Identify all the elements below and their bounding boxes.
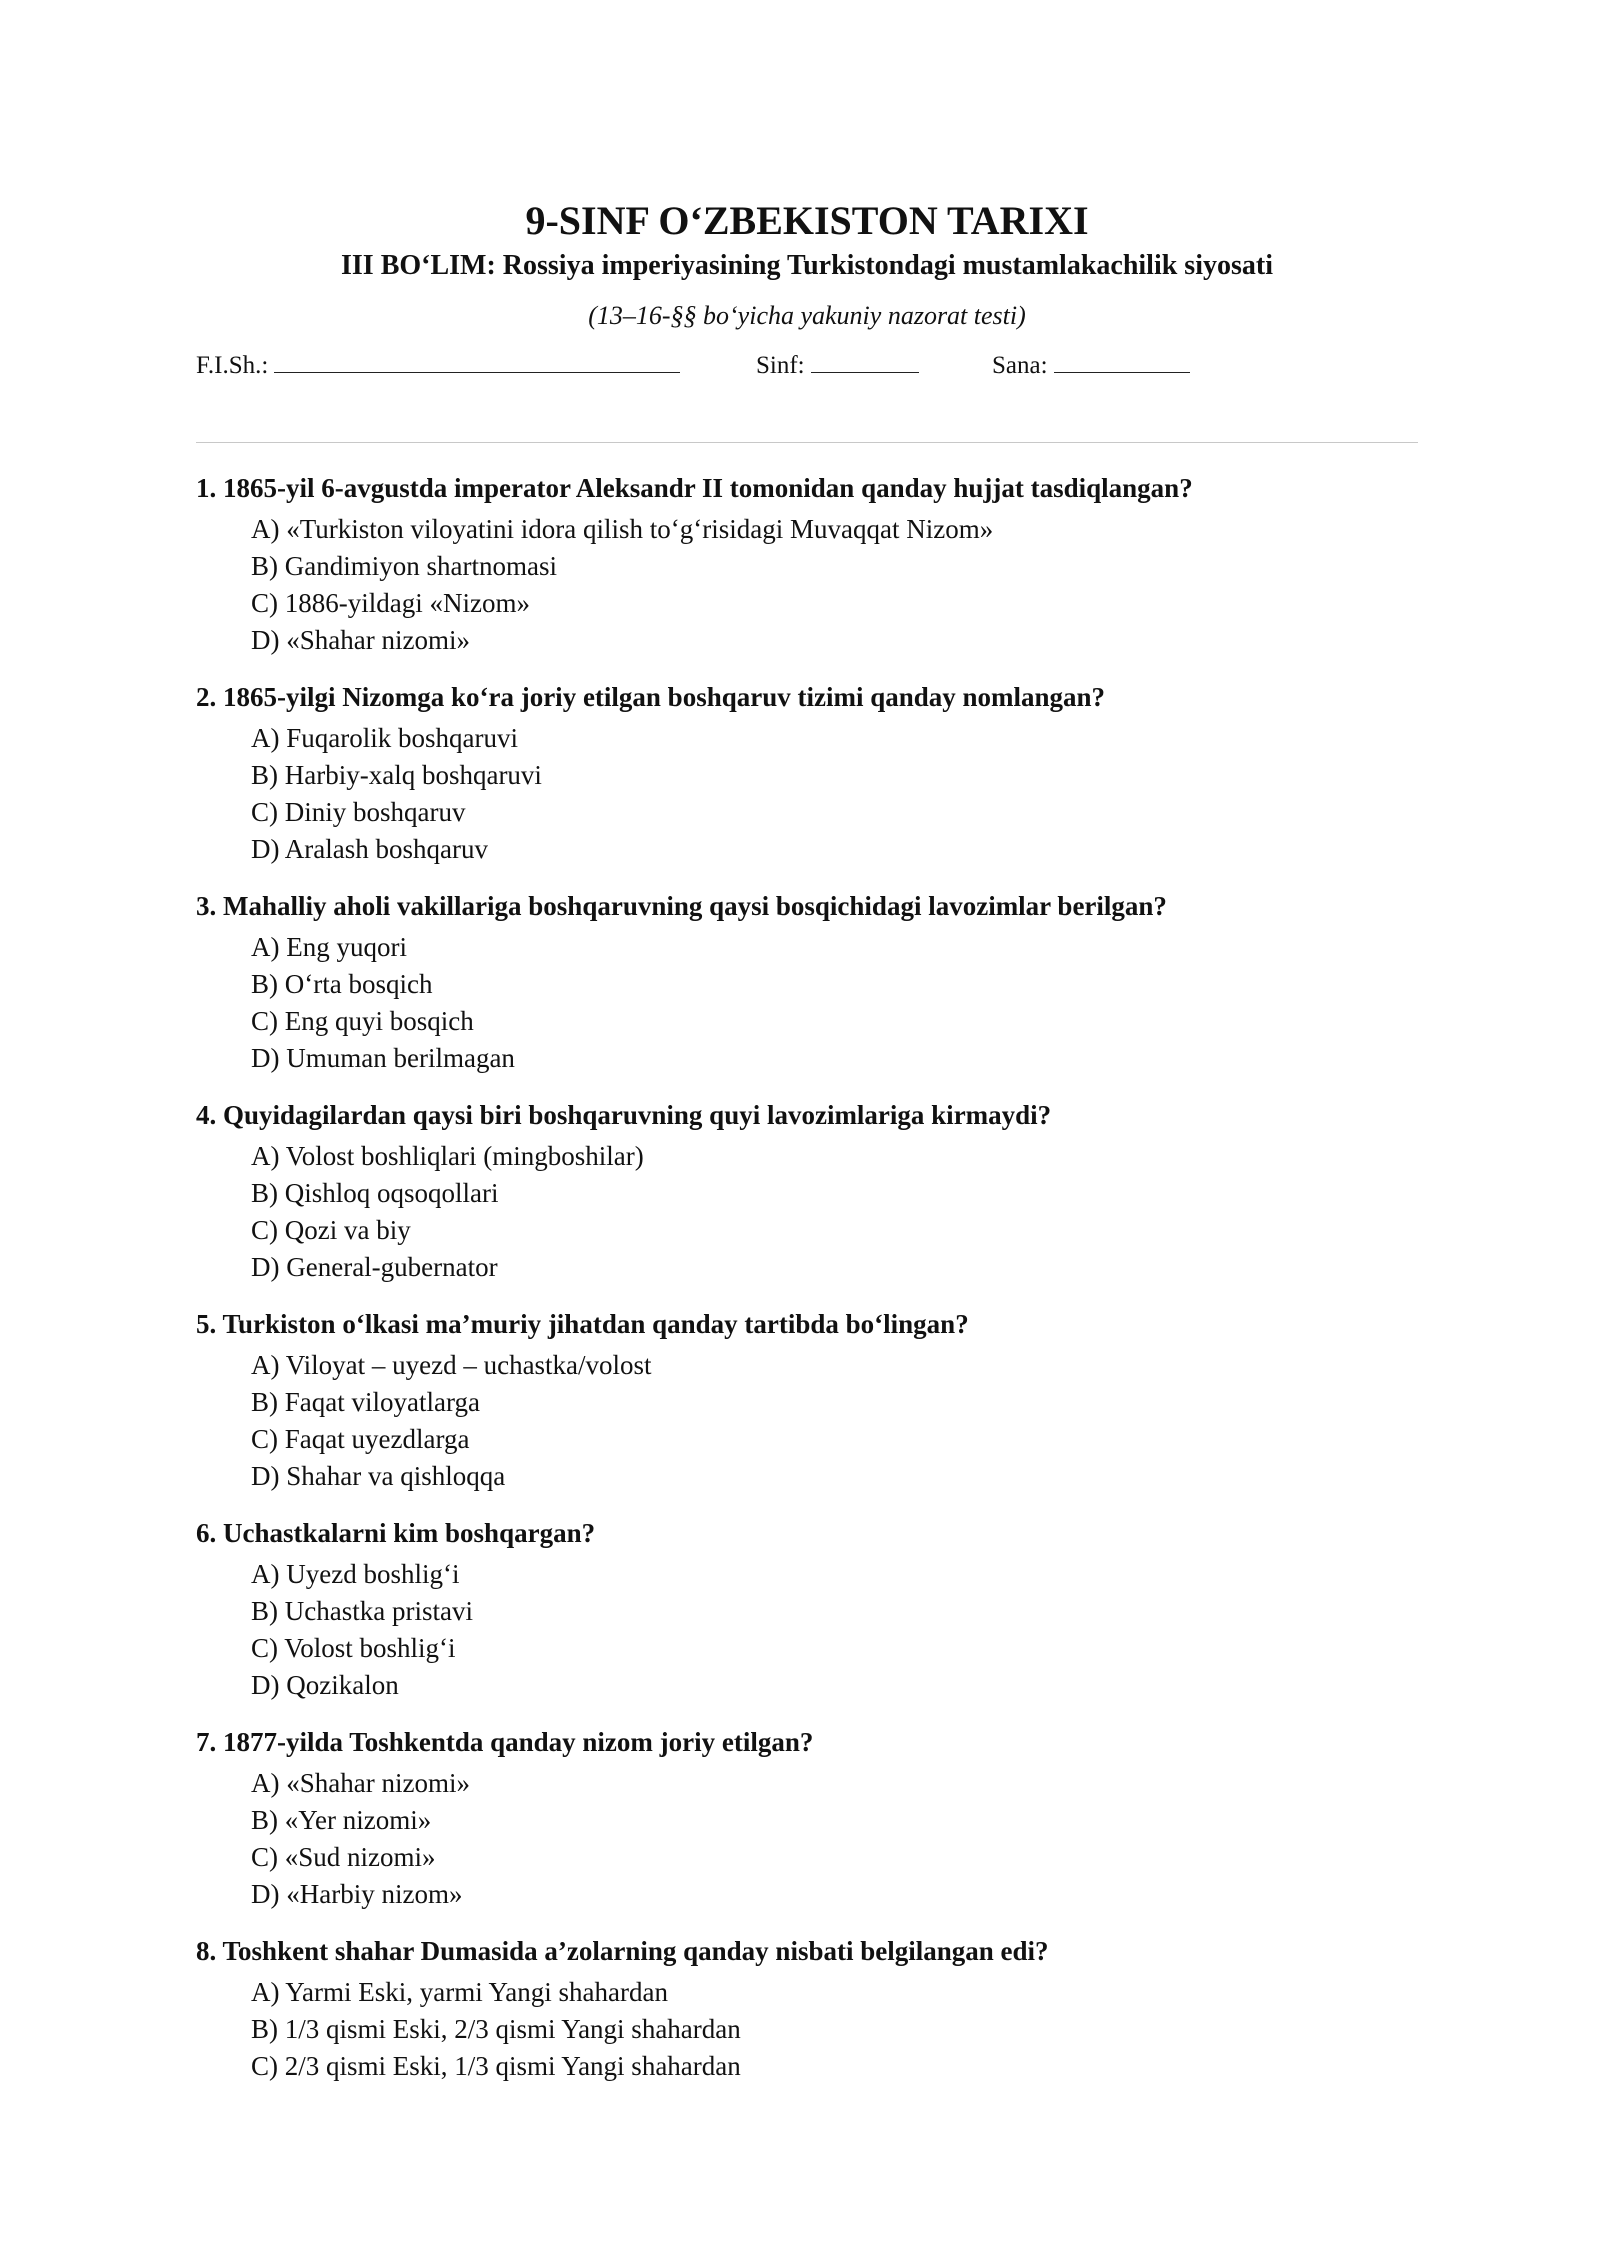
question-text: 7. 1877-yilda Toshkentda qanday nizom joriy etilgan? [196, 1727, 814, 1757]
class-field[interactable] [756, 346, 919, 386]
answer-option[interactable]: D) General-gubernator [251, 1252, 498, 1282]
answer-option[interactable]: D) Umuman berilmagan [251, 1043, 515, 1073]
answer-options [251, 929, 1418, 1077]
answer-option[interactable]: C) Volost boshlig‘i [251, 1633, 456, 1663]
answer-option[interactable]: B) 1/3 qismi Eski, 2/3 qismi Yangi shahardan [251, 2014, 741, 2044]
answer-option[interactable]: A) Volost boshliqlari (mingboshilar) [251, 1141, 644, 1171]
date-blank-line[interactable] [1054, 346, 1190, 373]
answer-option[interactable]: B) Qishloq oqsoqollari [251, 1178, 499, 1208]
answer-option[interactable]: D) Qozikalon [251, 1670, 399, 1700]
answer-option[interactable]: D) Aralash boshqaruv [251, 834, 488, 864]
answer-options [251, 1347, 1418, 1495]
answer-option[interactable]: A) Uyezd boshlig‘i [251, 1559, 460, 1589]
class-blank-line[interactable] [811, 346, 919, 373]
question-item [196, 1305, 1418, 1495]
name-field-label: F.I.Sh.: [196, 352, 269, 379]
answer-option[interactable]: C) Diniy boshqaruv [251, 797, 466, 827]
answer-option[interactable]: B) «Yer nizomi» [251, 1805, 432, 1835]
answer-options [251, 1556, 1418, 1704]
answer-options [251, 1138, 1418, 1286]
question-text: 3. Mahalliy aholi vakillariga boshqaruvning qaysi bosqichidagi lavozimlar berilgan? [196, 891, 1167, 921]
question-text: 6. Uchastkalarni kim boshqargan? [196, 1518, 596, 1548]
answer-option[interactable]: B) Harbiy-xalq boshqaruvi [251, 760, 542, 790]
name-field[interactable] [196, 346, 680, 386]
question-text: 5. Turkiston o‘lkasi ma’muriy jihatdan qanday tartibda bo‘lingan? [196, 1309, 969, 1339]
answer-option[interactable]: C) 1886-yildagi «Nizom» [251, 588, 530, 618]
header-divider [196, 442, 1418, 443]
answer-options [251, 1974, 1418, 2085]
answer-option[interactable]: D) Shahar va qishloqqa [251, 1461, 506, 1491]
answer-option[interactable]: A) «Shahar nizomi» [251, 1768, 470, 1798]
question-item [196, 678, 1418, 868]
answer-option[interactable]: C) «Sud nizomi» [251, 1842, 436, 1872]
class-field-label: Sinf: [756, 352, 805, 379]
document-title: 9-SINF O‘ZBEKISTON TARIXI [525, 198, 1089, 243]
question-text: 1. 1865-yil 6-avgustda imperator Aleksandr II tomonidan qanday hujjat tasdiqlangan? [196, 473, 1193, 503]
answer-option[interactable]: A) Yarmi Eski, yarmi Yangi shahardan [251, 1977, 668, 2007]
test-note: (13–16-§§ bo‘yicha yakuniy nazorat testi) [588, 301, 1026, 330]
question-item [196, 887, 1418, 1077]
test-document [196, 196, 1418, 2104]
answer-option[interactable]: A) «Turkiston viloyatini idora qilish to‘g‘risidagi Muvaqqat Nizom» [251, 514, 994, 544]
section-subtitle: III BO‘LIM: Rossiya imperiyasining Turkistondagi mustamlakachilik siyosati [341, 250, 1273, 281]
answer-option[interactable]: C) 2/3 qismi Eski, 1/3 qismi Yangi shahardan [251, 2051, 741, 2081]
answer-option[interactable]: C) Qozi va biy [251, 1215, 411, 1245]
answer-option[interactable]: C) Eng quyi bosqich [251, 1006, 474, 1036]
answer-option[interactable]: D) «Shahar nizomi» [251, 625, 470, 655]
question-item [196, 469, 1418, 659]
question-text: 4. Quyidagilardan qaysi biri boshqaruvning quyi lavozimlariga kirmaydi? [196, 1100, 1052, 1130]
question-text: 2. 1865-yilgi Nizomga ko‘ra joriy etilgan boshqaruv tizimi qanday nomlangan? [196, 682, 1106, 712]
answer-option[interactable]: A) Fuqarolik boshqaruvi [251, 723, 518, 753]
name-blank-line[interactable] [274, 346, 680, 373]
question-list [196, 469, 1418, 2085]
question-item [196, 1932, 1418, 2085]
answer-option[interactable]: D) «Harbiy nizom» [251, 1879, 463, 1909]
answer-options [251, 511, 1418, 659]
question-text: 8. Toshkent shahar Dumasida a’zolarning qanday nisbati belgilangan edi? [196, 1936, 1049, 1966]
answer-option[interactable]: A) Eng yuqori [251, 932, 407, 962]
question-item [196, 1723, 1418, 1913]
answer-options [251, 1765, 1418, 1913]
question-item [196, 1514, 1418, 1704]
answer-option[interactable]: C) Faqat uyezdlarga [251, 1424, 470, 1454]
question-item [196, 1096, 1418, 1286]
answer-option[interactable]: B) Faqat viloyatlarga [251, 1387, 480, 1417]
answer-option[interactable]: B) Uchastka pristavi [251, 1596, 473, 1626]
student-info-fields [196, 346, 1418, 386]
answer-option[interactable]: B) Gandimiyon shartnomasi [251, 551, 557, 581]
answer-options [251, 720, 1418, 868]
date-field[interactable] [992, 346, 1190, 386]
date-field-label: Sana: [992, 352, 1048, 379]
answer-option[interactable]: B) O‘rta bosqich [251, 969, 433, 999]
answer-option[interactable]: A) Viloyat – uyezd – uchastka/volost [251, 1350, 652, 1380]
